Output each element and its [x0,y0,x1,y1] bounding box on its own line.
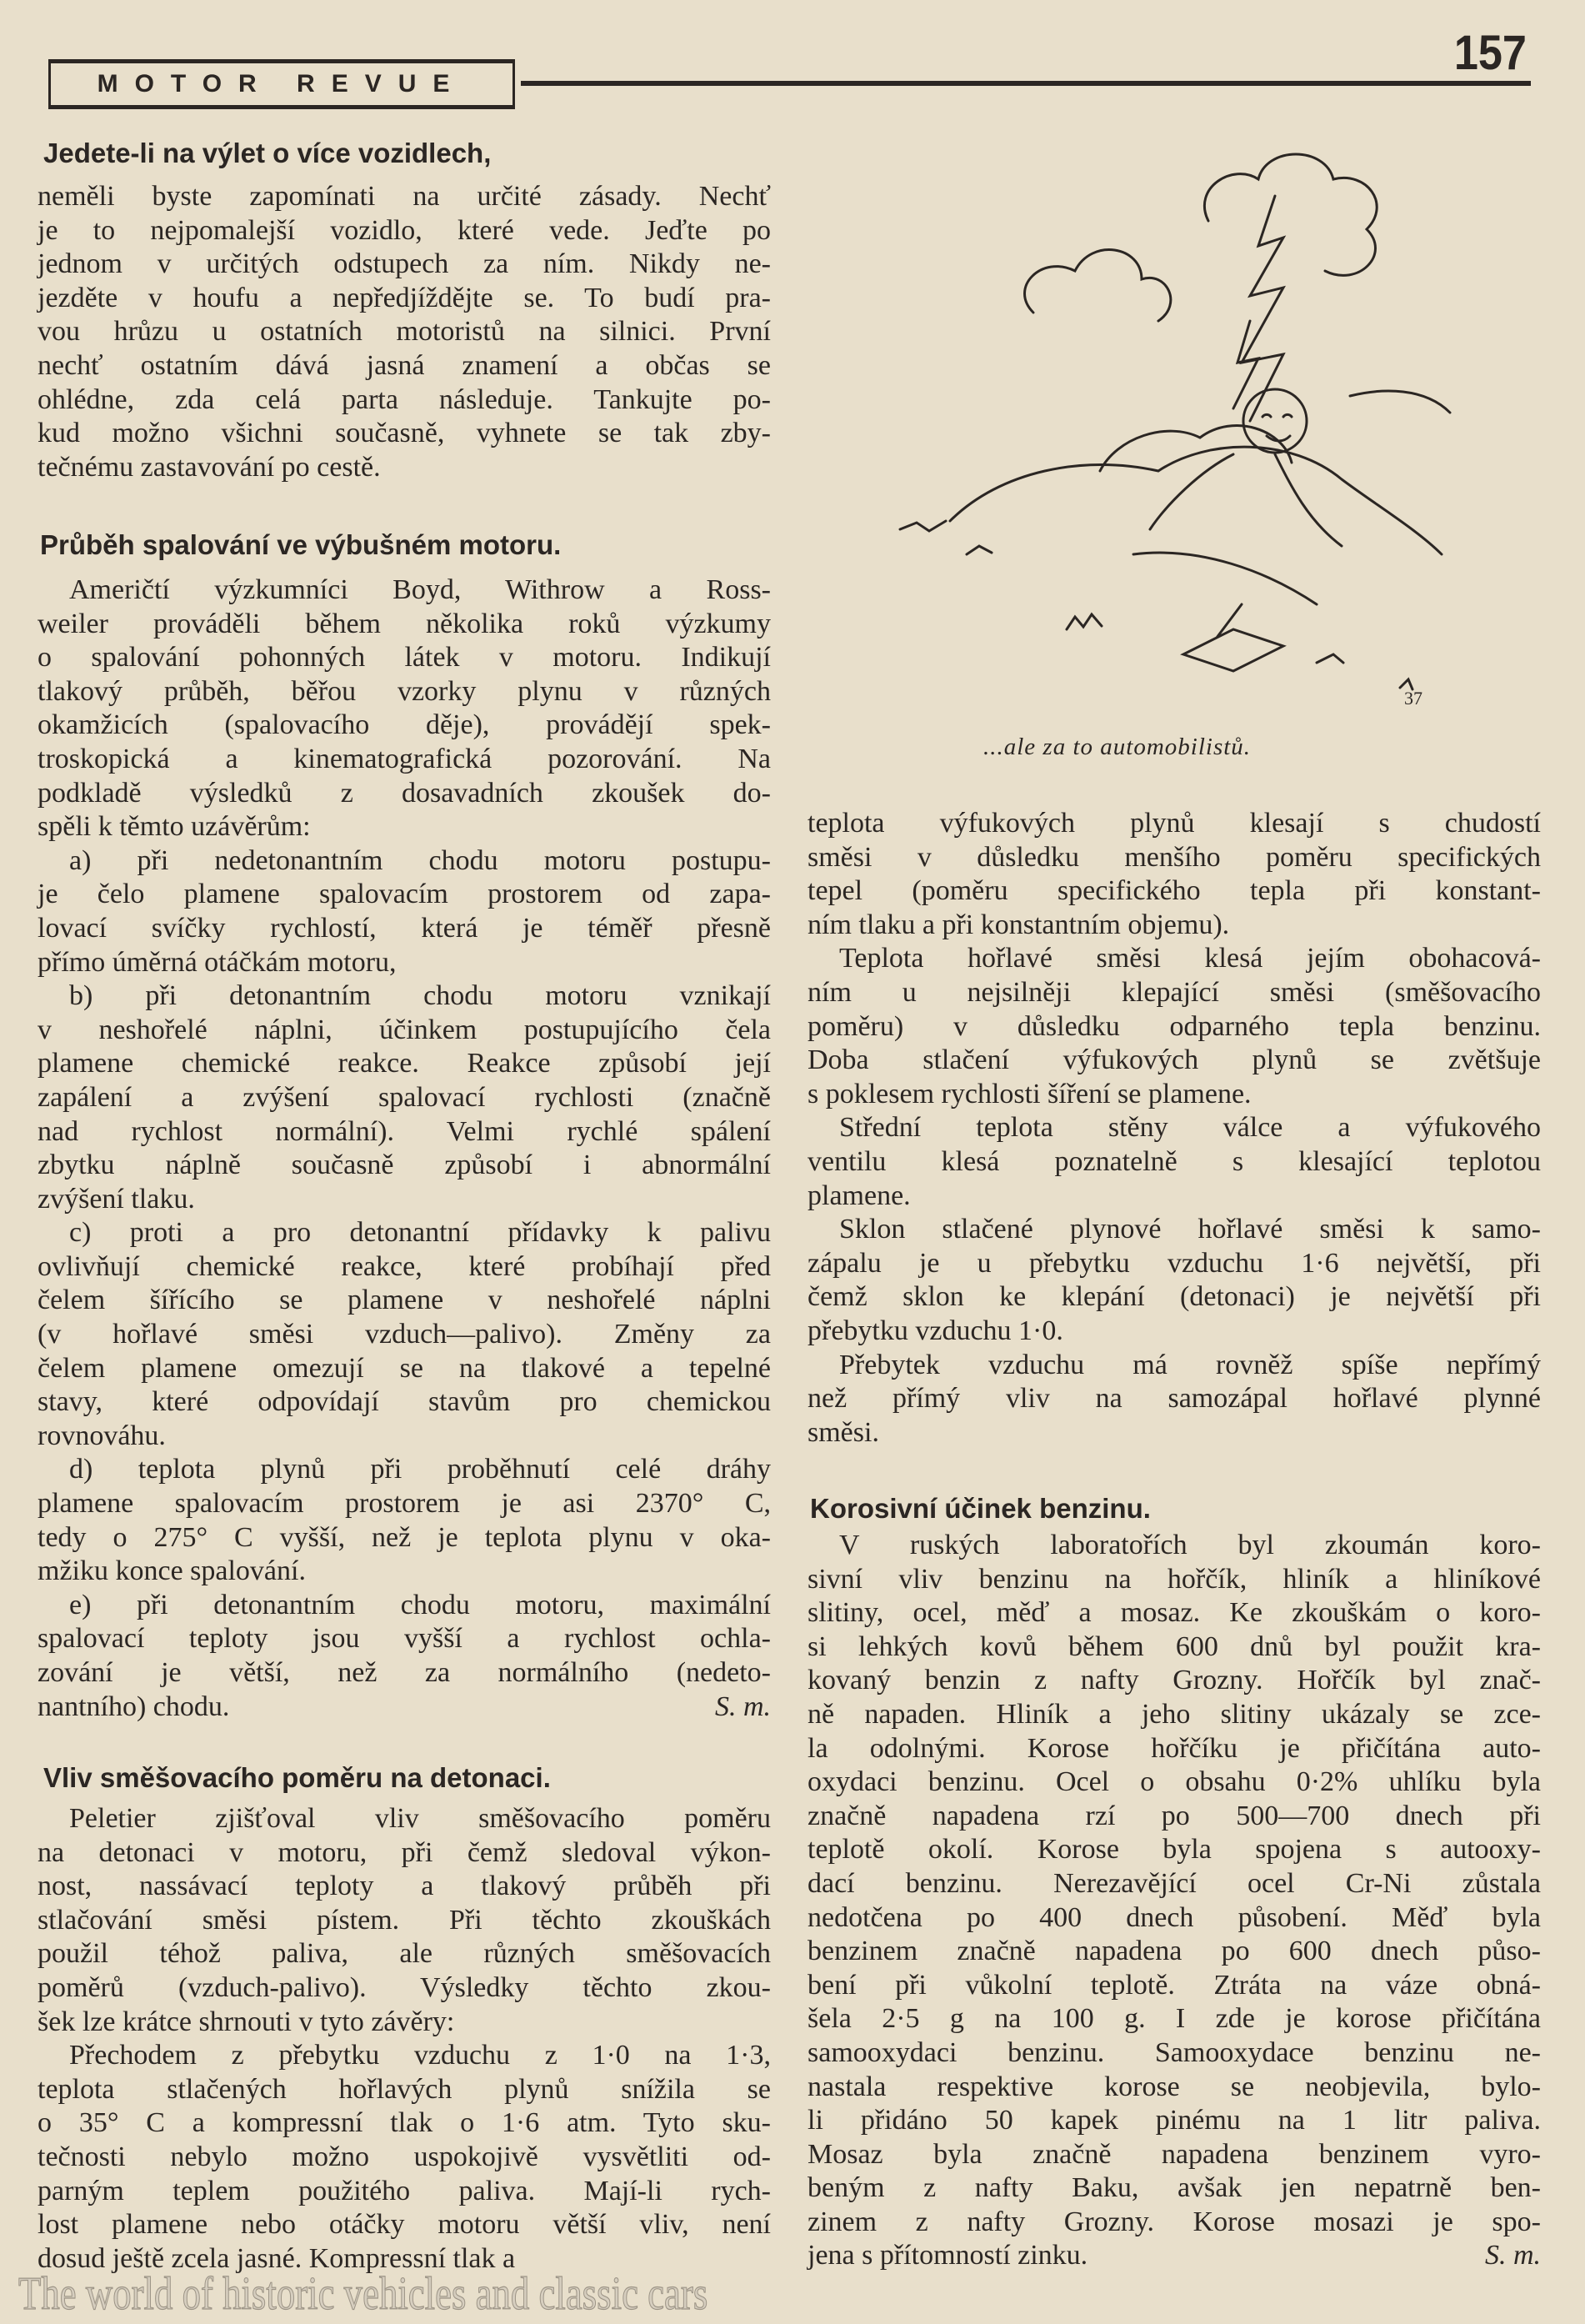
text-line-content: tepel (poměru specifického tepla při konstant- [808,875,1541,907]
text-line-content: a) při nedetonantním chodu motoru postupu- [69,844,771,876]
text-line [38,180,771,214]
text-line-content: ovlivňují chemické reakce, které probíhají před [38,1250,771,1282]
text-line [38,946,771,980]
text-line [38,349,771,383]
text-line-content: samooxydaci benzinu. Samooxydace benzinu ne- [808,2036,1541,2068]
text-line-content: plamene spalovacím prostorem je asi 2370° C, [38,1488,771,1520]
text-line [38,2106,771,2141]
text-line [38,1589,771,1623]
text-line-content: přebytku vzduchu 1·0. [808,1315,1063,1346]
text-line [38,979,771,1014]
text-line-content: šek lze krátce shrnouti v tyto závěry: [38,2006,455,2037]
text-line [38,282,771,316]
text-line-content: značně napadena rzí po 500—700 dnech při [808,1800,1541,1831]
text-line-content: nastala respektive korose se neobjevila, bylo- [808,2071,1541,2102]
text-line [808,1247,1541,1281]
text-line-content: v neshořelé náplni, účinkem postupujícího čela [38,1014,771,1045]
text-line [38,1870,771,1904]
text-line [38,1081,771,1115]
text-line [38,2208,771,2242]
author-signature: S. m. [714,1690,771,1722]
text-line [38,1149,771,1183]
text-line-content: oxydaci benzinu. Ocel o obsahu 0·2% uhlíku byla [808,1766,1541,1798]
text-line-content: ně napaden. Hliník a jeho slitiny ukázaly se zce- [808,1698,1541,1730]
text-line-content: poměru) v důsledku odparného tepla benzinu. [808,1010,1541,1042]
text-line [808,976,1541,1010]
illustration-caption: ...ale za to automobilistů. [983,734,1252,760]
text-line [808,909,1541,943]
text-line [38,1802,771,1836]
text-line-content: vou hrůzu u ostatních motoristů na silnici. První [38,316,771,348]
text-line-content: ním tlaku a při konstantním objemu). [808,909,1230,940]
text-line-content: přímo úměrná otáčkám motoru, [38,946,397,978]
text-line-content: s poklesem rychlosti šíření se plamene. [808,1078,1252,1109]
text-line [38,912,771,946]
text-line-content: (v hořlavé směsi vzduch—palivo). Změny za [38,1319,771,1350]
text-line-content: la odolnými. Korose hořčíku je přičítána auto- [808,1732,1541,1764]
text-line-content: b) při detonantním chodu motoru vznikají [69,980,771,1012]
text-line-content: Teplota hořlavé směsi klesá jejím obohacová- [839,943,1541,974]
text-line-content: stlačování směsi pístem. Při těchto zkouškách [38,1904,771,1936]
text-line [808,1698,1541,1732]
text-line-content: Sklon stlačené plynové hořlavé směsi k samo- [839,1214,1541,1245]
text-line-content: sivní vliv benzinu na hořčík, hliník a hliníkové [808,1563,1541,1595]
text-line [38,1555,771,1589]
text-line-content: kud možno všichni současně, vyhnete se tak zby- [38,418,771,449]
text-line [38,1318,771,1352]
text-line [38,1420,771,1454]
text-line-content: zbytku náplně současně způsobí i abnormální [38,1149,771,1181]
article-mixture-body [38,1802,771,2276]
text-line-content: dací benzinu. Nerezavějící ocel Cr-Ni zůstala [808,1867,1541,1899]
text-line [38,641,771,675]
text-line-content: tečnosti nebylo možno uspokojivě vysvětliti od- [38,2141,771,2172]
text-line-content: zápalu je u přebytku vzduchu 1·6 největší, při [808,1247,1541,1279]
magazine-title: MOTOR REVUE [97,70,467,98]
article-trip-body [38,180,771,484]
text-line-content: na detonaci v motoru, při čemž sledoval výkon- [38,1836,771,1868]
text-line [38,1284,771,1318]
text-line-content: poměrů (vzduch-palivo). Výsledky těchto zkou- [38,1971,771,2003]
text-line-content: teplota výfukových plynů klesají s chudostí [808,808,1541,839]
text-line-content: o spalování pohonných látek v motoru. Indikují [38,642,771,674]
text-line [808,1010,1541,1044]
text-line-content: Mosaz byla značně napadena benzinem vyro- [808,2138,1541,2170]
text-line-content: nad rychlost normální). Velmi rychlé spálení [38,1115,771,1147]
watermark-text: The world of historic vehicles and classic cars [18,2268,708,2320]
text-line-content: d) teplota plynů při proběhnutí celé dráhy [69,1454,771,1485]
text-line-content: si lehkých kovů během 600 dnů byl použit kra- [808,1630,1541,1662]
article-corrosion-body [808,1529,1541,2273]
text-line [38,1250,771,1285]
text-line-content: než přímý vliv na samozápal hořlavé plynné [808,1383,1541,1415]
text-line [808,1596,1541,1630]
text-line [38,1183,771,1217]
text-line-content: mžiku konce spalování. [38,1555,306,1587]
text-line-content: jednom v určitých odstupech za ním. Nikdy ne- [38,248,771,280]
text-line-content: ohlédne, zda celá parta následuje. Tankujte po- [38,383,771,415]
text-line [808,1833,1541,1867]
text-line-content: weiler prováděli během několika roků výzkumy [38,608,771,639]
text-line [38,248,771,282]
text-line [38,844,771,879]
text-line-content: zování je větší, než za normálního (nedeto- [38,1657,771,1688]
text-line-content: dosud ještě zcela jasné. Kompressní tlak a [38,2242,516,2274]
text-line [38,1453,771,1487]
text-line [38,383,771,418]
text-line-content: slitiny, ocel, měď a mosaz. Ke zkouškám o koro- [808,1597,1541,1629]
text-line [38,1904,771,1938]
text-line-content: jena s přítomností zinku. [808,2240,1088,2271]
text-line [808,1732,1541,1766]
text-line [38,1937,771,1971]
text-line [808,1969,1541,2003]
text-line [808,2239,1541,2273]
text-line [38,2175,771,2209]
text-line [38,777,771,811]
text-line [38,1690,771,1725]
text-line [808,1529,1541,1563]
heading-combustion: Průběh spalování ve výbušném motoru. [40,529,562,560]
text-line-content: tlakový průběh, běřou vzorky plynu v různých [38,675,771,707]
text-line-content: benzinem značně napadena po 600 dnech půso- [808,1936,1541,1967]
text-line-content: zvýšení tlaku. [38,1183,195,1215]
text-line [38,1487,771,1521]
text-line-content: směsi v důsledku menšího poměru specifických [808,841,1541,873]
text-line [808,807,1541,841]
text-line-content: kovaný benzin z nafty Grozny. Hořčík byl znač- [808,1665,1541,1696]
text-line-content: li přidáno 50 kapek pinému na 1 litr paliva. [808,2105,1541,2136]
text-line [38,878,771,912]
text-line [808,1766,1541,1800]
text-line-content: lovací svíčky rychlostí, která je téměř přesně [38,912,771,944]
text-line [38,1014,771,1048]
text-line [38,608,771,642]
text-line-content: Američtí výzkumníci Boyd, Withrow a Ross- [69,574,771,605]
text-line-content: nechť ostatním dává jasná znamení a občas se [38,349,771,381]
text-line-content: zapálení a zvýšení spalovací rychlosti (značně [38,1081,771,1113]
text-line-content: nost, nassávací teploty a tlakový průběh při [38,1871,771,1902]
text-line-content: jezděte v houfu a nepředjíždějte se. To budí pra- [38,282,771,313]
text-line-content: čelem plamene omezují se na tlakové a tepelné [38,1352,771,1384]
text-line [808,1180,1541,1214]
text-line [808,1280,1541,1315]
text-line-content: nantního) chodu. [38,1690,230,1722]
text-line-content: rovnováhu. [38,1420,166,1451]
text-line [38,743,771,777]
text-line-content: lost plamene nebo otáčky motoru větší vliv, není [38,2209,771,2241]
text-line-content: Střední teplota stěny válce a výfukového [839,1112,1541,1144]
text-line [808,1349,1541,1383]
text-line [38,1836,771,1871]
text-line [808,2071,1541,2105]
text-line [808,942,1541,976]
text-line-content: okamžicích (spalovacího děje), provádějí spek- [38,709,771,741]
text-line [38,709,771,743]
text-line-content: troskopická a kinematografická pozorování. Na [38,743,771,774]
svg-text:37: 37 [1404,688,1422,709]
text-line [808,1044,1541,1078]
text-line [808,2206,1541,2240]
text-line-content: Přechodem z přebytku vzduchu z 1·0 na 1·3, [69,2040,771,2071]
text-line [38,1521,771,1555]
text-line [38,2006,771,2040]
text-line [808,1800,1541,1834]
text-line-content: spěli k těmto uzávěrům: [38,811,311,843]
text-line [808,2171,1541,2206]
text-line [808,1382,1541,1416]
text-line [38,1216,771,1250]
heading-trip: Jedete-li na výlet o více vozidlech, [43,138,492,168]
text-line [38,214,771,248]
text-line-content: bení při vůkolní teplotě. Ztráta na váze obná- [808,1969,1541,2001]
text-line-content: c) proti a pro detonantní přídavky k palivu [69,1217,771,1249]
text-line [38,1385,771,1420]
text-line-content: beným z nafty Baku, avšak jen nepatrně ben- [808,2172,1541,2204]
article-combustion-body [38,573,771,1724]
text-line-content: tedy o 275° C vyšší, než je teplota plynu v oka- [38,1521,771,1553]
text-line [808,1213,1541,1247]
text-line [808,1867,1541,1901]
text-line [808,1111,1541,1145]
text-line-content: nedotčena po 400 dnech působení. Měď byla [808,1901,1541,1933]
text-line [38,573,771,608]
text-line [38,1622,771,1656]
text-line [808,1664,1541,1698]
text-line-content: Doba stlačení výfukových plynů se zvětšuje [808,1044,1541,1076]
text-line-content: spalovací teploty jsou vyšší a rychlost ochla- [38,1623,771,1655]
text-line [808,2036,1541,2071]
text-line [808,874,1541,909]
masthead-box [48,59,515,109]
header-rule [521,81,1531,86]
text-line-content: neměli byste zapomínati na určité zásady. Nechť [38,181,771,212]
text-line-content: použil téhož paliva, ale různých směšovacích [38,1938,771,1970]
text-line [38,1047,771,1081]
author-signature: S. m. [1484,2240,1541,2271]
text-line [808,1416,1541,1450]
text-line [808,841,1541,875]
text-line [38,810,771,844]
text-line-content: podkladě výsledků z dosavadních zkoušek do- [38,777,771,809]
text-line-content: plamene. [808,1180,911,1211]
text-line-content: parným teplem použitého paliva. Mají-li rych- [38,2175,771,2206]
text-line-content: ním u nejsilněji klepající směsi (směšovacího [808,976,1541,1008]
text-line-content: plamene chemické reakce. Reakce způsobí její [38,1048,771,1079]
heading-mixture: Vliv směšovacího poměru na detonaci. [43,1762,551,1793]
text-line-content: tečnému zastavování po cestě. [38,451,381,483]
text-line [808,1078,1541,1112]
text-line-content: je to nejpomalejší vozidlo, které vede. Jeďte po [38,214,771,246]
cartoon-illustration-resting-man [883,121,1467,729]
text-line-content: zinem z nafty Grozny. Korose mosazi je spo- [808,2206,1541,2237]
text-line [808,1630,1541,1665]
text-line [808,1563,1541,1597]
text-line-content: čelem šířícího se plamene v neshořelé náplni [38,1285,771,1316]
text-line-content: ventilu klesá poznatelně s klesající teplotou [808,1145,1541,1177]
text-line-content: stavy, které odpovídají stavům pro chemickou [38,1386,771,1418]
text-line [38,1115,771,1149]
text-line [38,315,771,349]
text-line [808,1315,1541,1349]
text-line [808,2138,1541,2172]
heading-corrosion: Korosivní účinek benzinu. [810,1493,1151,1524]
text-line [38,2073,771,2107]
text-line [808,1901,1541,1936]
article-mixture-continued [808,807,1541,1450]
text-line-content: šela 2·5 g na 100 g. I zde je korose přičítána [808,2003,1541,2035]
text-line-content: teplotě okolí. Korose byla spojena s autooxy- [808,1834,1541,1866]
text-line [38,1656,771,1690]
text-line-content: o 35° C a kompressní tlak o 1·6 atm. Tyto sku- [38,2107,771,2139]
text-line [808,1145,1541,1180]
text-line-content: e) při detonantním chodu motoru, maximální [69,1589,771,1620]
text-line-content: Přebytek vzduchu má rovněž spíše nepřímý [839,1349,1541,1380]
text-line [38,2039,771,2073]
page-number: 157 [1454,26,1528,80]
text-line-content: čemž sklon ke klepání (detonaci) je největší při [808,1281,1541,1313]
text-line [38,675,771,709]
text-line [808,1935,1541,1969]
text-line [38,2141,771,2175]
text-line [38,417,771,451]
text-line [808,2002,1541,2036]
text-line [38,1971,771,2006]
text-line [808,2104,1541,2138]
text-line-content: směsi. [808,1416,879,1448]
text-line-content: V ruských laboratořích byl zkoumán koro- [839,1530,1541,1560]
text-line-content: je čelo plamene spalovacím prostorem od zapa- [38,879,771,910]
text-line [38,451,771,485]
text-line-content: Peletier zjišťoval vliv směšovacího poměru [69,1803,771,1834]
text-line-content: teplota stlačených hořlavých plynů snížila se [38,2073,771,2105]
text-line [38,1352,771,1386]
